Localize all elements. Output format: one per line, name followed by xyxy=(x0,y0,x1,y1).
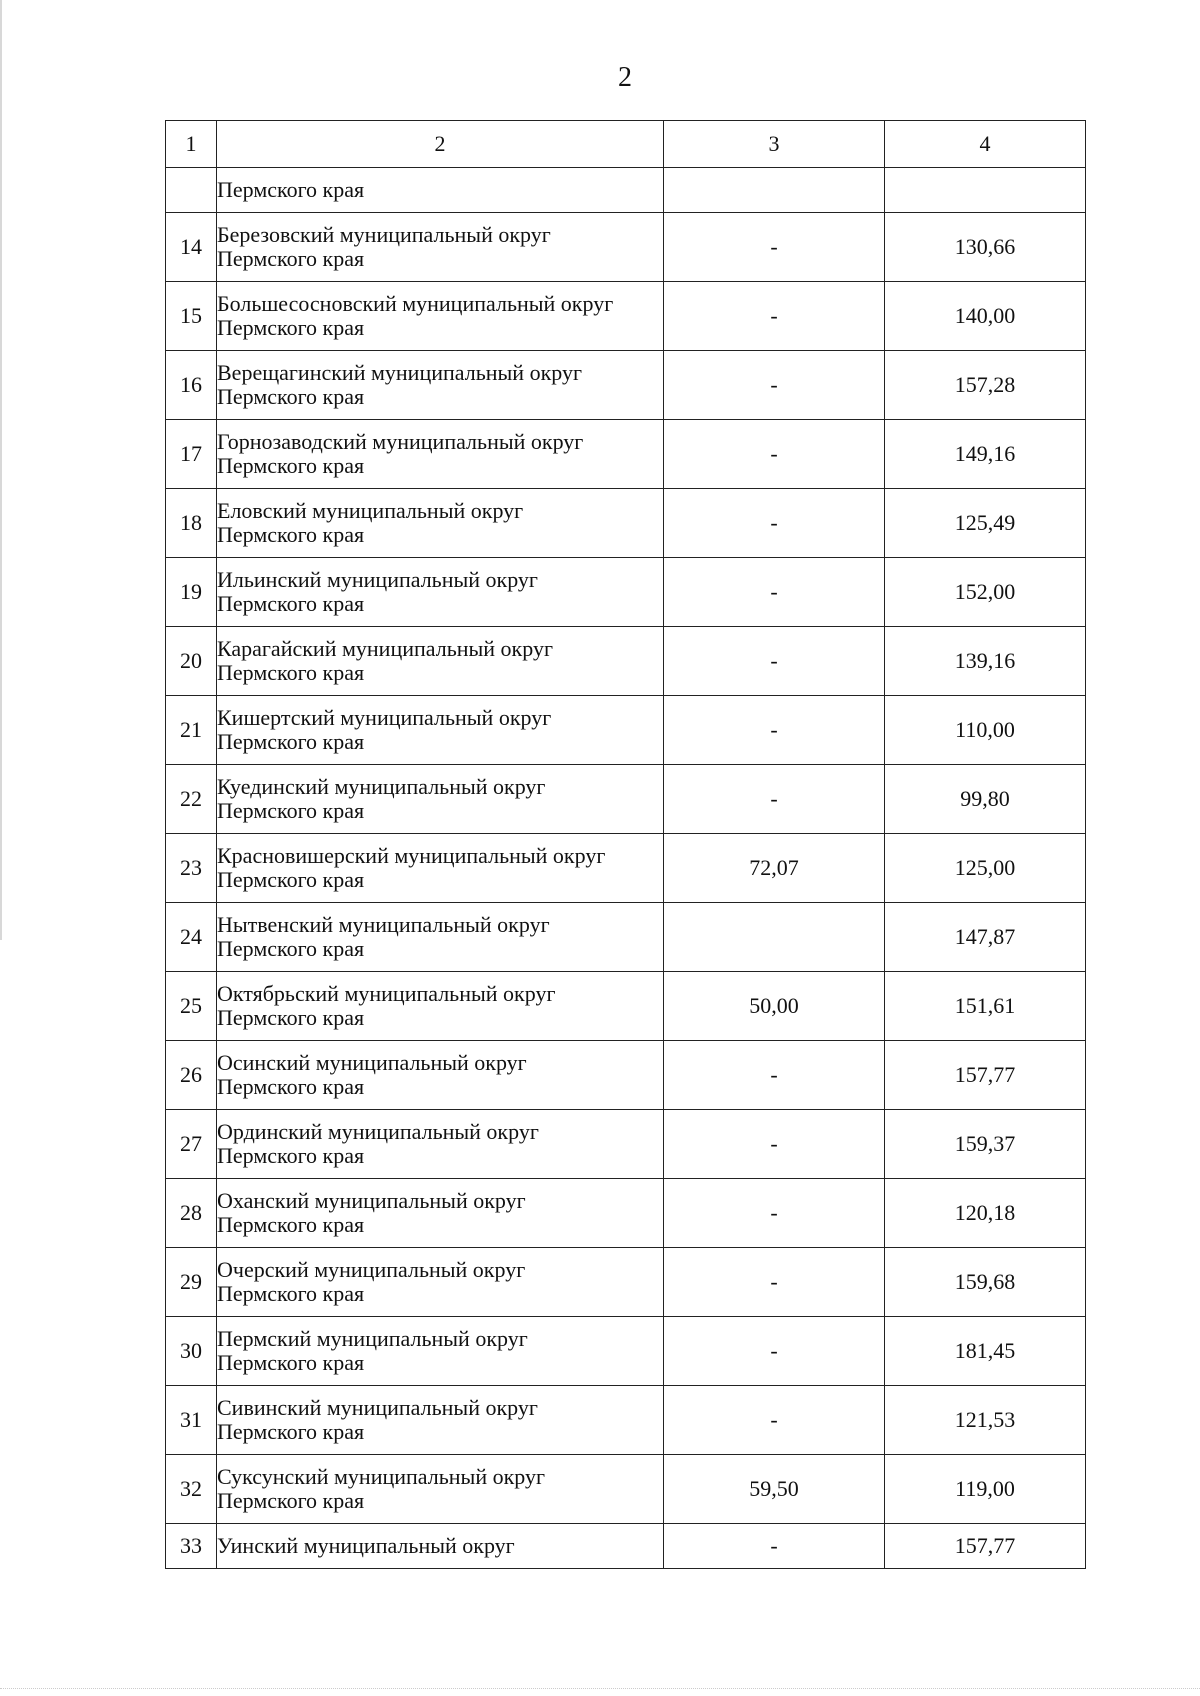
municipality-name xyxy=(217,1179,664,1248)
col3-value: - xyxy=(664,765,885,834)
municipality-name-line1: Куединский муниципальный округ xyxy=(217,774,546,799)
row-number: 16 xyxy=(166,351,217,420)
table-row xyxy=(166,351,1086,420)
municipality-name xyxy=(217,351,664,420)
municipality-name-line1: Сивинский муниципальный округ xyxy=(217,1395,538,1420)
municipality-name-line2: Пермского края xyxy=(217,1419,365,1444)
municipality-name-line1: Очерский муниципальный округ xyxy=(217,1257,526,1282)
col4-value: 120,18 xyxy=(885,1179,1086,1248)
municipality-name-line2: Пермского края xyxy=(217,798,365,823)
col3-value: - xyxy=(664,1110,885,1179)
row-number: 20 xyxy=(166,627,217,696)
col4-value: 157,77 xyxy=(885,1041,1086,1110)
municipality-name xyxy=(217,834,664,903)
col3-value: - xyxy=(664,213,885,282)
table-row xyxy=(166,1179,1086,1248)
municipality-name xyxy=(217,213,664,282)
table-row xyxy=(166,282,1086,351)
municipality-name-line2: Пермского края xyxy=(217,1350,365,1375)
row-number: 22 xyxy=(166,765,217,834)
municipality-name xyxy=(217,1248,664,1317)
municipality-name xyxy=(217,627,664,696)
municipality-name: Пермского края xyxy=(217,168,664,213)
municipality-name xyxy=(217,903,664,972)
row-number: 21 xyxy=(166,696,217,765)
municipality-name-line2: Пермского края xyxy=(217,315,365,340)
table-row xyxy=(166,696,1086,765)
row-number: 19 xyxy=(166,558,217,627)
row-number: 28 xyxy=(166,1179,217,1248)
municipality-name-line1: Пермский муниципальный округ xyxy=(217,1326,528,1351)
table-row xyxy=(166,420,1086,489)
header-col-1: 1 xyxy=(166,121,217,168)
municipality-name: Уинский муниципальный округ xyxy=(217,1524,664,1569)
row-number: 17 xyxy=(166,420,217,489)
scan-bottom-edge xyxy=(0,1688,1200,1690)
col3-value: - xyxy=(664,558,885,627)
municipality-name xyxy=(217,696,664,765)
municipality-name-line1: Оханский муниципальный округ xyxy=(217,1188,526,1213)
municipality-name-line2: Пермского края xyxy=(217,729,365,754)
table-row xyxy=(166,765,1086,834)
col3-value: - xyxy=(664,1041,885,1110)
col3-value: - xyxy=(664,420,885,489)
municipality-name xyxy=(217,558,664,627)
municipality-name-line2: Пермского края xyxy=(217,522,365,547)
col4-value: 110,00 xyxy=(885,696,1086,765)
table-row xyxy=(166,1041,1086,1110)
header-col-2: 2 xyxy=(217,121,664,168)
scan-edge-line xyxy=(0,0,2,940)
table-row xyxy=(166,834,1086,903)
col4-value: 121,53 xyxy=(885,1386,1086,1455)
row-number: 30 xyxy=(166,1317,217,1386)
row-number: 26 xyxy=(166,1041,217,1110)
col4-value: 130,66 xyxy=(885,213,1086,282)
municipality-name xyxy=(217,1110,664,1179)
municipality-name-line1: Ильинский муниципальный округ xyxy=(217,567,538,592)
municipality-name-line1: Красновишерский муниципальный округ xyxy=(217,843,606,868)
row-number: 24 xyxy=(166,903,217,972)
col3-value: - xyxy=(664,1248,885,1317)
table-row xyxy=(166,1524,1086,1569)
municipality-name-line2: Пермского края xyxy=(217,246,365,271)
col4-value: 181,45 xyxy=(885,1317,1086,1386)
col3-value: - xyxy=(664,696,885,765)
row-number: 29 xyxy=(166,1248,217,1317)
allocation-table xyxy=(165,120,1086,1569)
municipality-name-line2: Пермского края xyxy=(217,1005,365,1030)
table-row xyxy=(166,627,1086,696)
col4-value: 147,87 xyxy=(885,903,1086,972)
row-number: 18 xyxy=(166,489,217,558)
municipality-name-line1: Осинский муниципальный округ xyxy=(217,1050,527,1075)
row-number xyxy=(166,168,217,213)
municipality-name-line2: Пермского края xyxy=(217,660,365,685)
col4-value: 157,28 xyxy=(885,351,1086,420)
table-row xyxy=(166,213,1086,282)
col4-value: 139,16 xyxy=(885,627,1086,696)
municipality-name-line1: Кишертский муниципальный округ xyxy=(217,705,552,730)
col4-value: 159,68 xyxy=(885,1248,1086,1317)
col3-value: - xyxy=(664,627,885,696)
row-number: 31 xyxy=(166,1386,217,1455)
table-row xyxy=(166,903,1086,972)
municipality-name-line1: Большесосновский муниципальный округ xyxy=(217,291,614,316)
municipality-name-line2: Пермского края xyxy=(217,1143,365,1168)
municipality-name-line2: Пермского края xyxy=(217,384,365,409)
municipality-name-line1: Еловский муниципальный округ xyxy=(217,498,524,523)
table-row xyxy=(166,1386,1086,1455)
municipality-name-line2: Пермского края xyxy=(217,453,365,478)
municipality-name xyxy=(217,489,664,558)
col4-value: 119,00 xyxy=(885,1455,1086,1524)
municipality-name xyxy=(217,1455,664,1524)
col3-value: - xyxy=(664,1179,885,1248)
municipality-name-line2: Пермского края xyxy=(217,936,365,961)
municipality-name xyxy=(217,1041,664,1110)
municipality-name-line1: Карагайский муниципальный округ xyxy=(217,636,553,661)
col3-value xyxy=(664,903,885,972)
row-number: 25 xyxy=(166,972,217,1041)
municipality-name xyxy=(217,765,664,834)
col3-value: - xyxy=(664,351,885,420)
continuation-row xyxy=(166,168,1086,213)
table-row xyxy=(166,1455,1086,1524)
page-number: 2 xyxy=(618,62,632,93)
table-row xyxy=(166,1317,1086,1386)
col4-value: 152,00 xyxy=(885,558,1086,627)
municipality-name-line2: Пермского края xyxy=(217,1281,365,1306)
row-number: 33 xyxy=(166,1524,217,1569)
municipality-name-line2: Пермского края xyxy=(217,867,365,892)
row-number: 14 xyxy=(166,213,217,282)
municipality-name xyxy=(217,972,664,1041)
col3-value: - xyxy=(664,1386,885,1455)
header-col-4: 4 xyxy=(885,121,1086,168)
row-number: 23 xyxy=(166,834,217,903)
col4-value: 157,77 xyxy=(885,1524,1086,1569)
row-number: 15 xyxy=(166,282,217,351)
table-row xyxy=(166,1248,1086,1317)
header-col-3: 3 xyxy=(664,121,885,168)
municipality-name xyxy=(217,420,664,489)
municipality-name xyxy=(217,282,664,351)
col4-value xyxy=(885,168,1086,213)
col4-value: 151,61 xyxy=(885,972,1086,1041)
table-row xyxy=(166,489,1086,558)
table-row xyxy=(166,972,1086,1041)
col3-value: - xyxy=(664,1524,885,1569)
municipality-name-line1: Березовский муниципальный округ xyxy=(217,222,551,247)
table-row xyxy=(166,558,1086,627)
col3-value: - xyxy=(664,489,885,558)
row-number: 32 xyxy=(166,1455,217,1524)
col3-value: 72,07 xyxy=(664,834,885,903)
municipality-name-line2: Пермского края xyxy=(217,1074,365,1099)
municipality-name-line1: Суксунский муниципальный округ xyxy=(217,1464,546,1489)
col3-value xyxy=(664,168,885,213)
table-row xyxy=(166,1110,1086,1179)
municipality-name-line1: Горнозаводский муниципальный округ xyxy=(217,429,584,454)
municipality-name-line2: Пермского края xyxy=(217,1212,365,1237)
municipality-name xyxy=(217,1317,664,1386)
municipality-name-line2: Пермского края xyxy=(217,1488,365,1513)
col4-value: 140,00 xyxy=(885,282,1086,351)
col3-value: - xyxy=(664,1317,885,1386)
municipality-name-line1: Нытвенский муниципальный округ xyxy=(217,912,550,937)
col4-value: 125,00 xyxy=(885,834,1086,903)
municipality-name-line1: Верещагинский муниципальный округ xyxy=(217,360,582,385)
col4-value: 159,37 xyxy=(885,1110,1086,1179)
municipality-name-line1: Октябрьский муниципальный округ xyxy=(217,981,556,1006)
col4-value: 149,16 xyxy=(885,420,1086,489)
col3-value: 59,50 xyxy=(664,1455,885,1524)
col3-value: - xyxy=(664,282,885,351)
table-header-row xyxy=(166,121,1086,168)
municipality-name-line1: Ординский муниципальный округ xyxy=(217,1119,539,1144)
row-number: 27 xyxy=(166,1110,217,1179)
col3-value: 50,00 xyxy=(664,972,885,1041)
col4-value: 125,49 xyxy=(885,489,1086,558)
municipality-name xyxy=(217,1386,664,1455)
col4-value: 99,80 xyxy=(885,765,1086,834)
municipality-name-line2: Пермского края xyxy=(217,591,365,616)
